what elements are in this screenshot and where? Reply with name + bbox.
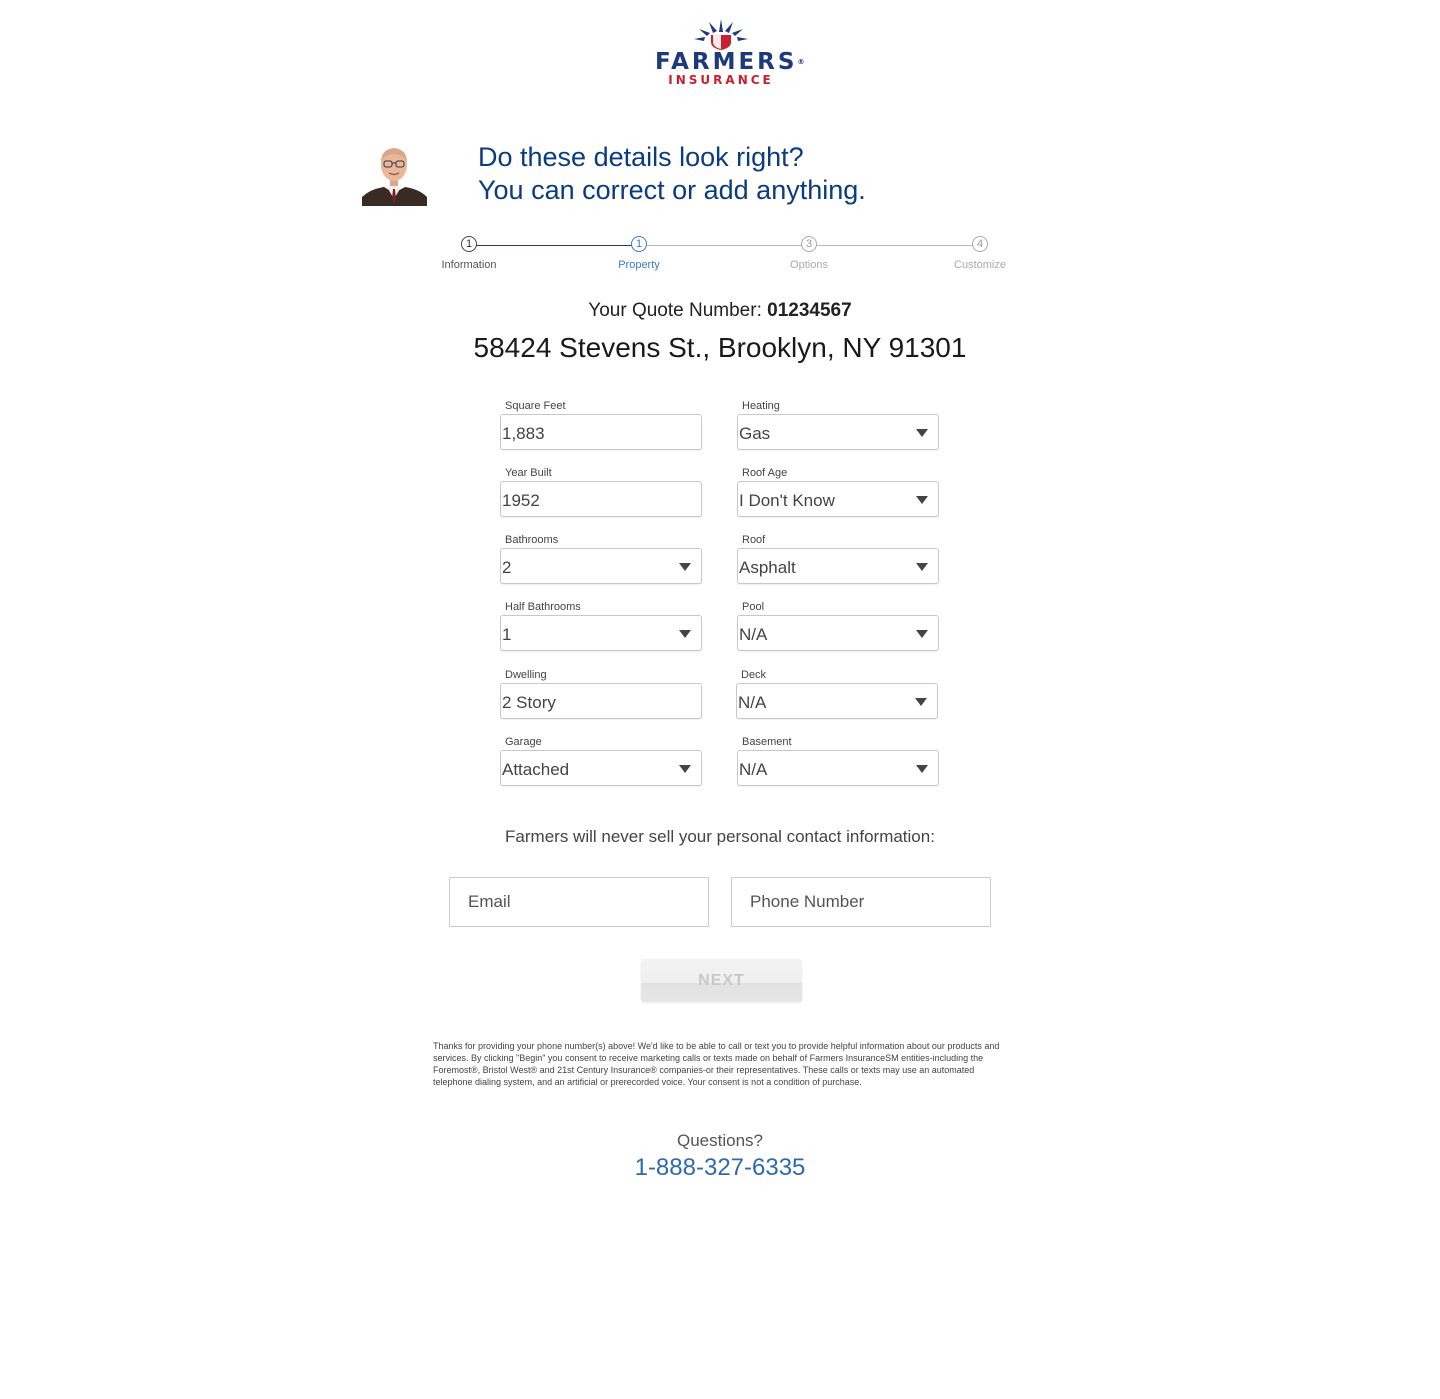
- field-label: Basement: [742, 736, 792, 748]
- field-label: Half Bathrooms: [505, 601, 581, 613]
- dropdown-caret-icon: [916, 496, 928, 504]
- property-address: 58424 Stevens St., Brooklyn, NY 91301: [473, 332, 967, 363]
- logo-wordmark: FARMERS®: [655, 49, 805, 75]
- half-bathrooms-select[interactable]: [500, 615, 702, 651]
- headline-line-1: Do these details look right?: [478, 142, 804, 172]
- garage-field: [500, 736, 702, 786]
- garage-select[interactable]: [500, 750, 702, 786]
- field-value: 2: [502, 558, 512, 577]
- field-label: Bathrooms: [505, 534, 559, 546]
- field-label: Heating: [742, 400, 780, 412]
- field-label: Roof Age: [742, 467, 788, 479]
- phone-input[interactable]: [732, 878, 990, 926]
- dropdown-caret-icon: [916, 630, 928, 638]
- email-field: [449, 877, 709, 927]
- dropdown-caret-icon: [916, 429, 928, 437]
- step-number: 4: [972, 236, 988, 252]
- field-value: Attached: [502, 760, 570, 779]
- field-value: N/A: [739, 760, 768, 779]
- year-built-field: [500, 467, 702, 517]
- bathrooms-field: [500, 534, 702, 584]
- roof-select[interactable]: [737, 548, 939, 584]
- dropdown-caret-icon: [679, 563, 691, 571]
- consent-disclaimer: Thanks for providing your phone number(s) above! We'd like to be able to call or text you to provide helpful information about our products and services. By clicking "Begin" you consent to receive marketing calls or texts made on behalf of Farmers InsuranceSM entities-including the Foremost®, Bristol West® and 21st Century Insurance® companies-or their representatives. These calls or texts may use an automated telephone dialing system, and an artificial or prerecorded voice. Your consent is not a condition of purchase.: [433, 1041, 1000, 1087]
- next-button[interactable]: NEXT: [641, 959, 802, 1002]
- deck-select[interactable]: [736, 683, 938, 719]
- step-property[interactable]: [599, 236, 679, 271]
- roof-age-select[interactable]: [737, 481, 939, 517]
- farmers-shield-icon: [692, 18, 750, 50]
- basement-select[interactable]: [737, 750, 939, 786]
- field-label: Deck: [741, 669, 767, 681]
- field-value: I Don't Know: [739, 491, 835, 510]
- pool-select[interactable]: [737, 615, 939, 651]
- field-label: Pool: [742, 601, 765, 613]
- square-feet-input[interactable]: [500, 414, 702, 450]
- privacy-notice: Farmers will never sell your personal contact information:: [505, 827, 935, 846]
- step-number: 1: [461, 236, 477, 252]
- field-value: 1952: [502, 491, 540, 510]
- step-number: 1: [631, 236, 647, 252]
- step-information[interactable]: [429, 236, 509, 271]
- dropdown-caret-icon: [916, 765, 928, 773]
- phone-field: [731, 877, 991, 927]
- field-value: Asphalt: [739, 558, 796, 577]
- heating-field: [737, 400, 939, 450]
- quote-label: Your Quote Number:: [588, 300, 762, 321]
- field-value: N/A: [738, 693, 767, 712]
- step-label: Customize: [954, 259, 1006, 271]
- roof-field: [737, 534, 939, 584]
- dropdown-caret-icon: [916, 563, 928, 571]
- field-label: Roof: [742, 534, 766, 546]
- field-label: Year Built: [505, 467, 552, 479]
- pool-field: [737, 601, 939, 651]
- progress-steps: [440, 234, 1010, 284]
- field-value: 1,883: [502, 424, 545, 443]
- field-label: Square Feet: [505, 400, 566, 412]
- quote-value: 01234567: [767, 300, 852, 321]
- page-headline: [478, 141, 866, 207]
- quote-number: [0, 300, 1440, 322]
- step-customize: [940, 236, 1020, 271]
- questions-label: Questions?: [677, 1131, 763, 1150]
- support-phone-link[interactable]: 1-888-327-6335: [634, 1154, 806, 1181]
- dropdown-caret-icon: [679, 765, 691, 773]
- step-label: Information: [441, 259, 497, 271]
- field-label: Garage: [505, 736, 542, 748]
- dropdown-caret-icon: [915, 698, 927, 706]
- headline-line-2: You can correct or add anything.: [478, 175, 866, 205]
- logo-subtitle: INSURANCE: [668, 73, 774, 87]
- step-label: Options: [790, 259, 828, 271]
- step-number: 3: [801, 236, 817, 252]
- field-value: Gas: [739, 424, 771, 443]
- farmers-logo: [655, 18, 805, 90]
- deck-field: [736, 669, 938, 719]
- year-built-input[interactable]: [500, 481, 702, 517]
- field-value: 2 Story: [502, 693, 556, 712]
- step-options: [769, 236, 849, 271]
- step-label: Property: [618, 259, 660, 271]
- dropdown-caret-icon: [679, 630, 691, 638]
- email-input[interactable]: [450, 878, 708, 926]
- half-bathrooms-field: [500, 601, 702, 651]
- field-value: N/A: [739, 625, 768, 644]
- dwelling-input[interactable]: [500, 683, 702, 719]
- roof-age-field: [737, 467, 939, 517]
- bathrooms-select[interactable]: [500, 548, 702, 584]
- square-feet-field: [500, 400, 702, 450]
- dwelling-field: [500, 669, 702, 719]
- heating-select[interactable]: [737, 414, 939, 450]
- agent-avatar: [362, 141, 427, 206]
- field-value: 1: [502, 625, 512, 644]
- field-label: Dwelling: [505, 669, 547, 681]
- basement-field: [737, 736, 939, 786]
